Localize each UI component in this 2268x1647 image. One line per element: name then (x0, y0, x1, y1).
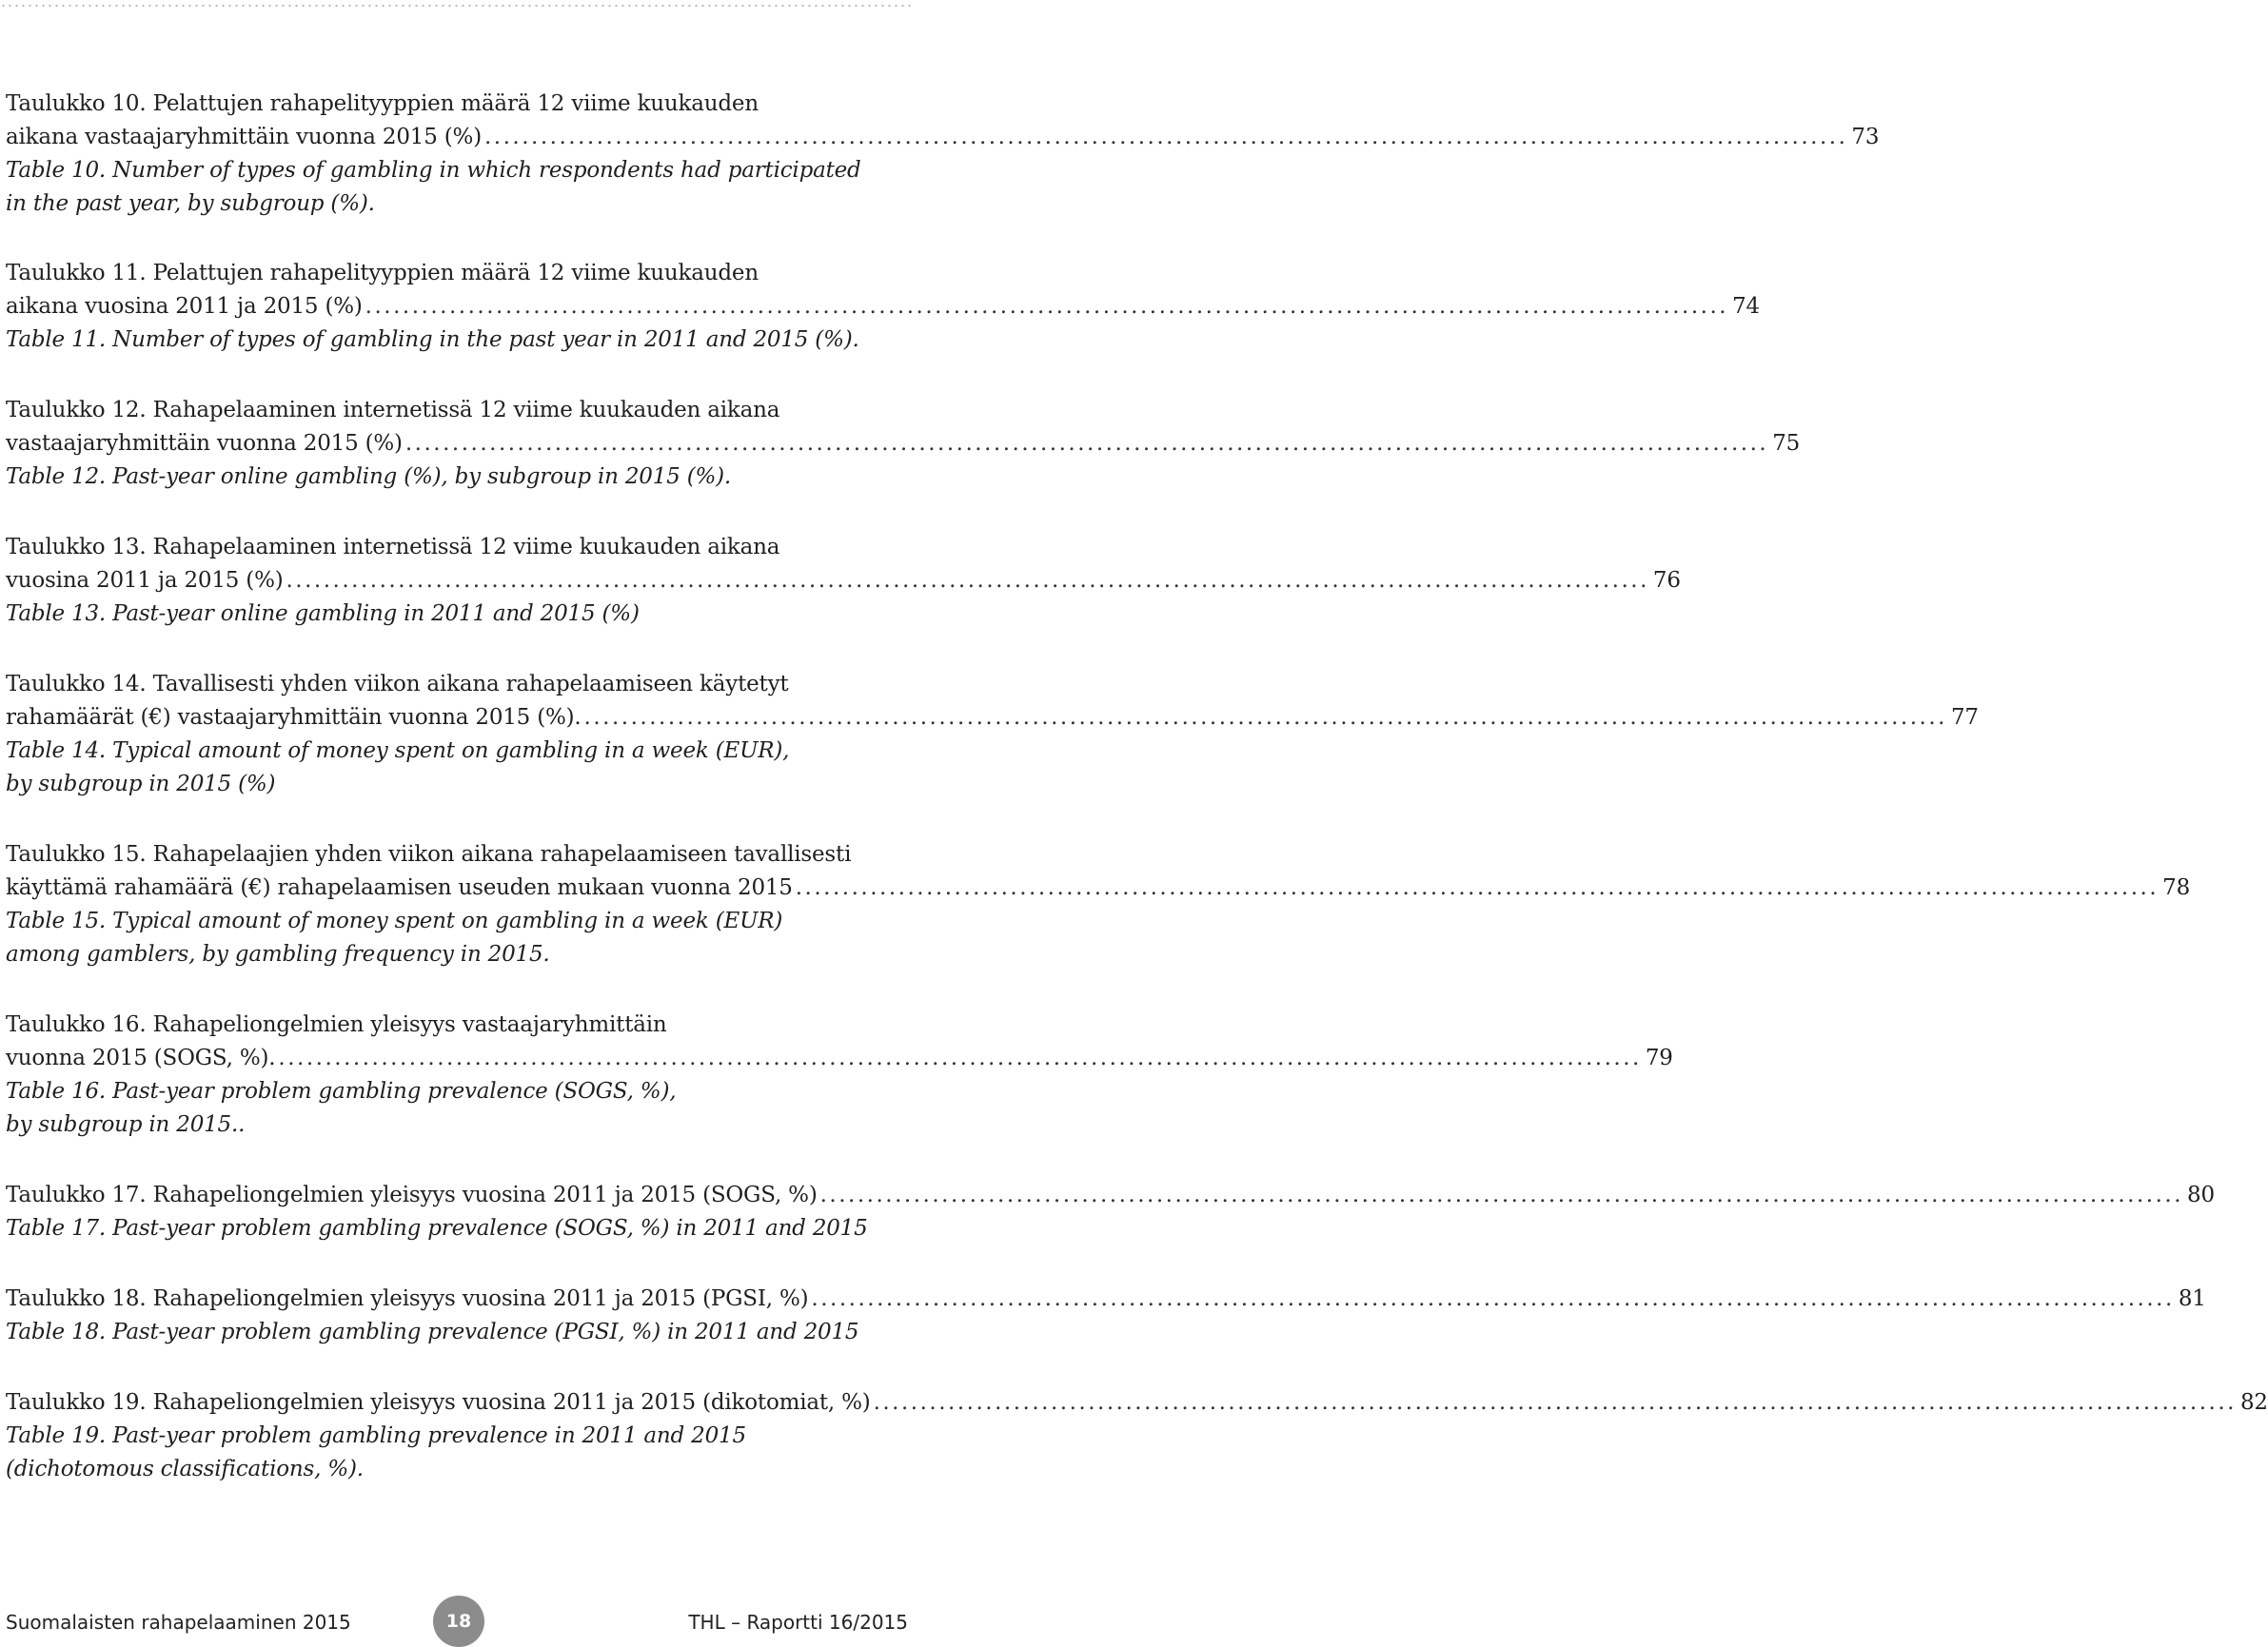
toc-entry-finnish-line: Taulukko 11. Pelattujen rahapelityyppien määrä 12 viime kuukauden (6, 261, 759, 285)
toc-entry-english-line: (dichotomous classifications, %). (6, 1457, 364, 1481)
toc-entry-english-line: Table 17. Past-year problem gambling prevalence (SOGS, %) in 2011 and 2015 (6, 1216, 868, 1241)
toc-page-number: 78 (2162, 875, 2191, 900)
toc-entry-finnish-line: vuosina 2011 ja 2015 (%) (6, 568, 284, 593)
toc-page-number: 79 (1645, 1046, 1673, 1070)
toc-page-number: 77 (1950, 705, 1979, 730)
page-footer (0, 1608, 914, 1637)
toc-entry-english-line: Table 16. Past-year problem gambling prevalence (SOGS, %), (6, 1079, 677, 1104)
toc-entry[interactable] (6, 1009, 1673, 1142)
footer-publication-title: Suomalaisten rahapelaaminen 2015 (6, 1611, 351, 1634)
dot-leader: .................................................................................................................................................. (873, 1390, 2237, 1415)
toc-entry-leader-line (6, 872, 2191, 905)
toc-entry[interactable] (6, 1179, 2215, 1245)
dot-leader: .................................................................................................................................................. (811, 1286, 2175, 1311)
toc-entry-finnish-line: aikana vuosina 2011 ja 2015 (%) (6, 294, 363, 319)
toc-entry-english-line: Table 12. Past-year online gambling (%), by subgroup in 2015 (%). (6, 464, 732, 489)
toc-entry-english-line: Table 14. Typical amount of money spent on gambling in a week (EUR), (6, 738, 790, 763)
toc-entry-finnish-line: Taulukko 14. Tavallisesti yhden viikon aikana rahapelaamiseen käytetyt (6, 672, 789, 696)
toc-entry-finnish-line: käyttämä rahamäärä (€) rahapelaamisen useuden mukaan vuonna 2015 (6, 875, 793, 900)
toc-entry-english-line: Table 13. Past-year online gambling in 2011 and 2015 (%) (6, 601, 640, 626)
toc-entry-english-line: in the past year, by subgroup (%). (6, 191, 375, 216)
toc-entry-leader-line (6, 1179, 2215, 1212)
toc-entry[interactable] (6, 257, 1760, 357)
toc-page-number: 82 (2239, 1390, 2268, 1415)
toc-entry[interactable] (6, 838, 2191, 971)
dot-leader: .................................................................................................................................................. (819, 1183, 2184, 1207)
dot-leader: .................................................................................................................................................. (286, 568, 1649, 593)
toc-entry-finnish-line: aikana vastaajaryhmittäin vuonna 2015 (%) (6, 125, 482, 149)
toc-entry-english-line: Table 10. Number of types of gambling in which respondents had participated (6, 158, 861, 183)
toc-page-number: 76 (1652, 568, 1681, 593)
toc-entry-english-line: Table 15. Typical amount of money spent on gambling in a week (EUR) (6, 909, 783, 933)
toc-page-number: 74 (1732, 294, 1760, 319)
toc-entry-leader-line (6, 1283, 2206, 1316)
toc-page-number: 75 (1772, 431, 1801, 456)
toc-entry-finnish-line: Taulukko 15. Rahapelaajien yhden viikon aikana rahapelaamiseen tavallisesti (6, 842, 852, 867)
toc-entry-finnish-line: Taulukko 10. Pelattujen rahapelityyppien määrä 12 viime kuukauden (6, 91, 759, 116)
toc-entry-leader-line (6, 121, 1880, 154)
top-dotted-rule (0, 3, 914, 9)
toc-entry[interactable] (6, 88, 1880, 221)
dot-leader: .................................................................................................................................................. (404, 431, 1769, 456)
toc-page-number: 80 (2187, 1183, 2215, 1207)
toc-entry-leader-line (6, 564, 1681, 598)
toc-entry-english-line: Table 11. Number of types of gambling in the past year in 2011 and 2015 (%). (6, 327, 859, 352)
dot-leader: .................................................................................................................................................. (278, 1046, 1642, 1070)
toc-entry-finnish-line: Taulukko 16. Rahapeliongelmien yleisyys vastaajaryhmittäin (6, 1012, 667, 1037)
toc-entry[interactable] (6, 1386, 2268, 1486)
toc-entry-leader-line (6, 290, 1760, 324)
dot-leader: .................................................................................................................................................. (583, 705, 1947, 730)
toc-entry-english-line: among gamblers, by gambling frequency in 2015. (6, 942, 550, 967)
toc-page-number: 81 (2178, 1286, 2206, 1311)
dot-leader: .................................................................................................................................................. (795, 875, 2160, 900)
toc-entry-finnish-line: Taulukko 17. Rahapeliongelmien yleisyys vuosina 2011 ja 2015 (SOGS, %) (6, 1183, 818, 1207)
toc-entry-finnish-line: vastaajaryhmittäin vuonna 2015 (%) (6, 431, 403, 456)
toc-entry[interactable] (6, 668, 1979, 801)
toc-entry-leader-line (6, 701, 1979, 735)
footer-report-id: THL – Raportti 16/2015 (688, 1611, 908, 1634)
dot-leader: .................................................................................................................................................. (483, 125, 1848, 149)
toc-entry-english-line: by subgroup in 2015.. (6, 1112, 246, 1137)
dot-leader: .................................................................................................................................................. (365, 294, 1729, 319)
toc-entry-finnish-line: Taulukko 13. Rahapelaaminen internetissä 12 viime kuukauden aikana (6, 535, 780, 559)
toc-entry-leader-line (6, 427, 1801, 461)
toc-entry[interactable] (6, 1283, 2206, 1349)
toc-entry-english-line: Table 19. Past-year problem gambling prevalence in 2011 and 2015 (6, 1423, 746, 1448)
toc-entry-finnish-line: vuonna 2015 (SOGS, %). (6, 1046, 276, 1070)
toc-entry-finnish-line: rahamäärät (€) vastaajaryhmittäin vuonna 2015 (%). (6, 705, 582, 730)
toc-entry-english-line: Table 18. Past-year problem gambling prevalence (PGSI, %) in 2011 and 2015 (6, 1320, 859, 1344)
page-number-badge: 18 (433, 1596, 484, 1647)
toc-entry-finnish-line: Taulukko 12. Rahapelaaminen internetissä 12 viime kuukauden aikana (6, 398, 780, 422)
toc-page-number: 73 (1851, 125, 1880, 149)
toc-entry-finnish-line: Taulukko 18. Rahapeliongelmien yleisyys vuosina 2011 ja 2015 (PGSI, %) (6, 1286, 809, 1311)
toc-entry[interactable] (6, 394, 1801, 494)
toc-entry-leader-line (6, 1042, 1673, 1075)
toc-entry-english-line: by subgroup in 2015 (%) (6, 772, 276, 796)
toc-entry[interactable] (6, 531, 1681, 631)
toc-entry-finnish-line: Taulukko 19. Rahapeliongelmien yleisyys vuosina 2011 ja 2015 (dikotomiat, %) (6, 1390, 871, 1415)
toc-entry-leader-line (6, 1386, 2268, 1420)
